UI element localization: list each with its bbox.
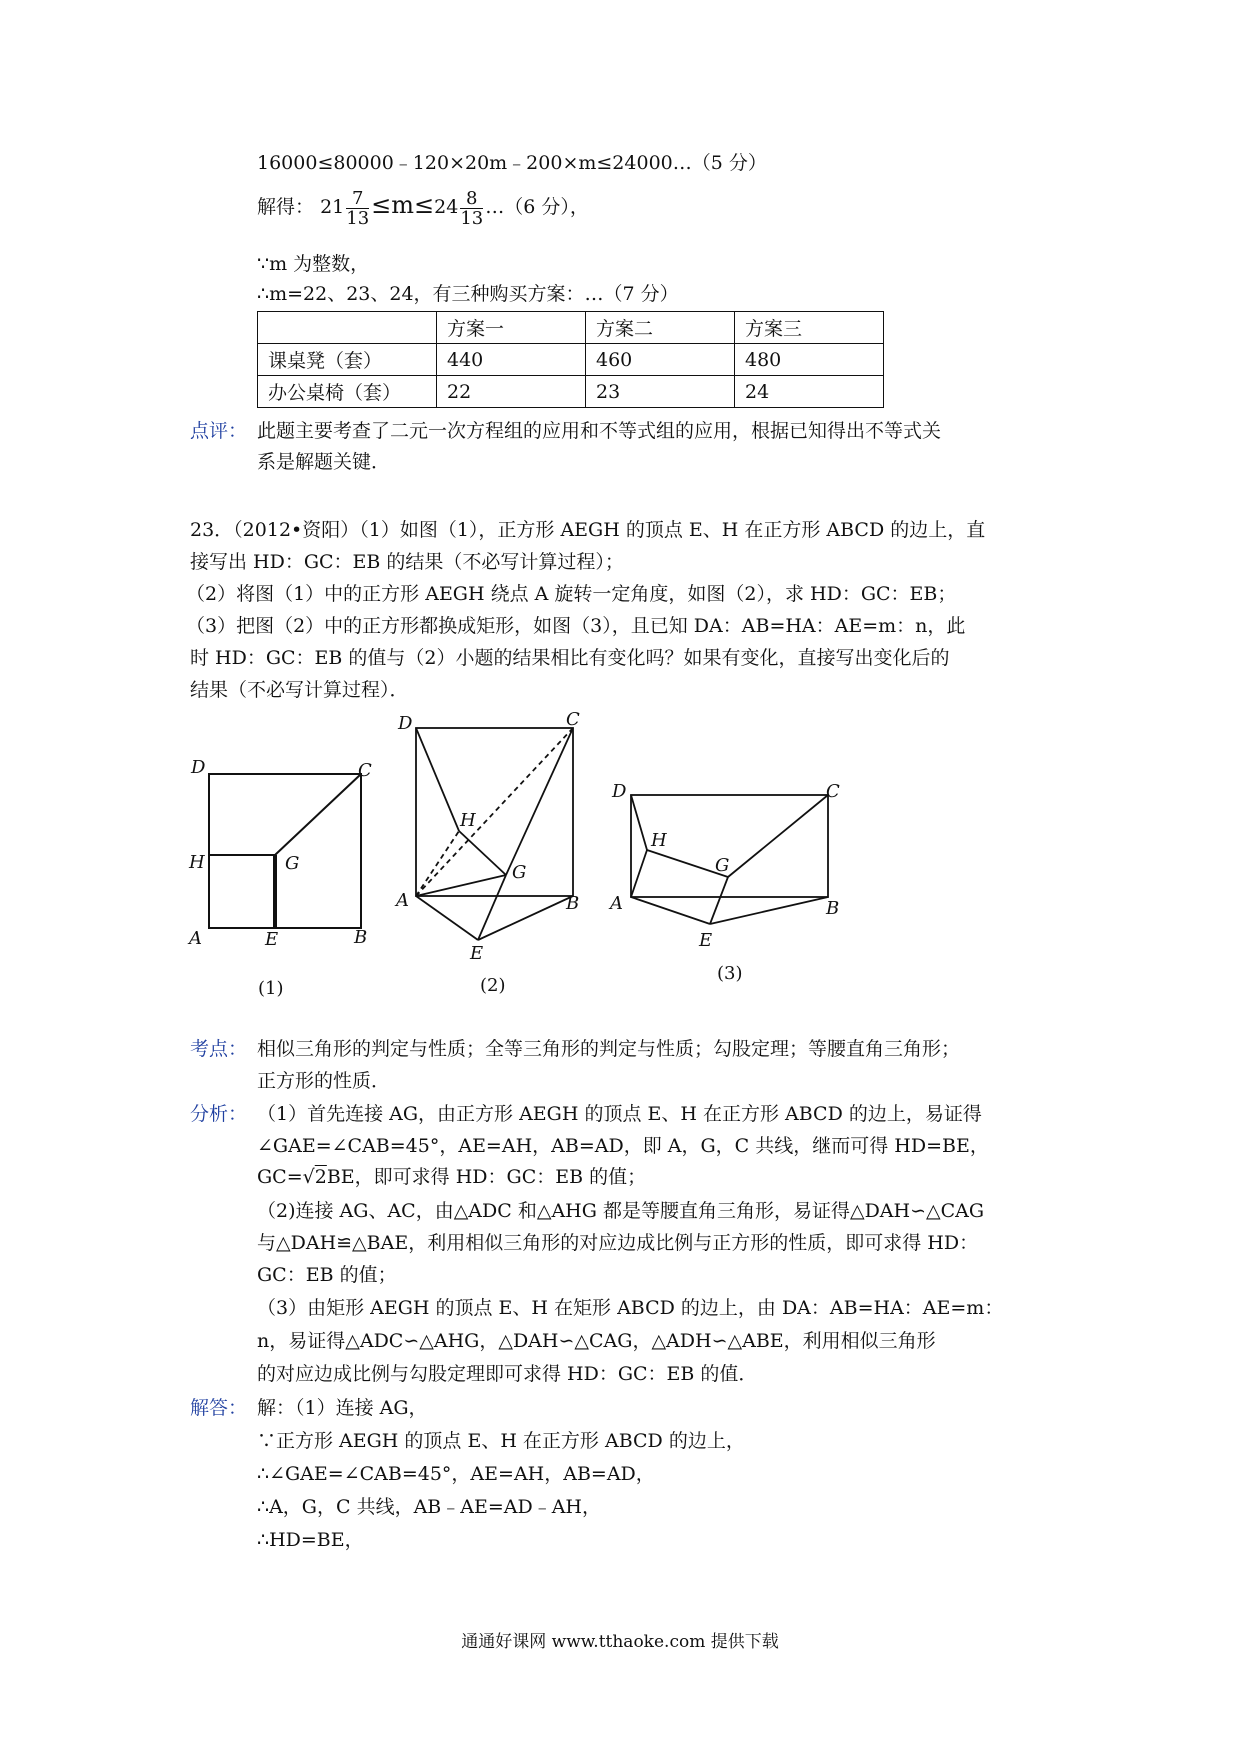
kaodian-text: 正方形的性质． (257, 1070, 391, 1092)
table-cell: 22 (437, 376, 586, 408)
solution-prefix: 解得： (257, 196, 315, 218)
page-footer: 通通好课网 www.tthaoke.com 提供下载 (461, 1632, 779, 1652)
jieda-text: ∴A，G，C 共线，AB﹣AE=AD﹣AH， (257, 1496, 602, 1518)
solution-suffix: …（6 分）， (485, 196, 589, 218)
point-label: A (189, 928, 202, 949)
table-header-cell: 方案三 (735, 312, 884, 344)
figure-1-diagram (185, 745, 385, 1005)
review-text: 此题主要考查了二元一次方程组的应用和不等式组的应用，根据已知得出不等式关 (257, 420, 942, 442)
table-row (258, 344, 884, 376)
point-label: H (651, 830, 667, 851)
point-label: D (612, 781, 627, 802)
range-symbols: ≤m≤ (371, 191, 435, 219)
point-label: A (396, 890, 409, 911)
kaodian-text: 相似三角形的判定与性质；全等三角形的判定与性质；勾股定理；等腰直角三角形； (257, 1038, 961, 1060)
point-label: E (265, 929, 279, 950)
table-row-label: 办公桌椅（套） (258, 376, 437, 408)
fenxi-gc-suffix: BE，即可求得 HD：GC：EB 的值； (326, 1166, 647, 1188)
point-label: G (715, 855, 730, 876)
point-label: H (189, 852, 205, 873)
problem-text: 结果（不必写计算过程）． (190, 679, 409, 701)
fenxi-text: 的对应边成比例与勾股定理即可求得 HD：GC：EB 的值． (257, 1363, 758, 1385)
figure-2-diagram (390, 700, 600, 1000)
point-label: D (191, 757, 206, 778)
table-row (258, 376, 884, 408)
table-cell: 23 (586, 376, 735, 408)
figure-caption: (3) (717, 963, 743, 984)
table-cell: 440 (437, 344, 586, 376)
fenxi-gc-prefix: GC= (257, 1166, 303, 1188)
point-label: C (358, 760, 372, 781)
upper-bound-int: 24 (434, 196, 459, 218)
lower-bound-fraction: $\frac{7}{13}$ (346, 187, 370, 229)
sqrt-sign-icon: √ (302, 1166, 315, 1188)
problem-text: 23．（2012•资阳）（1）如图（1），正方形 AEGH 的顶点 E、H 在正方形 ABCD 的边上，直 (190, 519, 986, 541)
point-label: B (826, 898, 840, 919)
fenxi-label: 分析： (190, 1103, 248, 1125)
upper-bound-fraction: $\frac{8}{13}$ (460, 187, 484, 229)
point-label: H (460, 810, 476, 831)
kaodian-label: 考点： (190, 1038, 248, 1060)
table-header-row (258, 312, 884, 344)
fenxi-text: （3）由矩形 AEGH 的顶点 E、H 在矩形 ABCD 的边上，由 DA：AB=HA：AE=m： (257, 1297, 1004, 1319)
point-label: G (512, 862, 527, 883)
integer-line: ∵m 为整数， (257, 253, 370, 275)
table-cell: 460 (586, 344, 735, 376)
fenxi-text: n，易证得△ADC∽△AHG，△DAH∽△CAG，△ADH∽△ABE，利用相似三角形 (257, 1330, 936, 1352)
lower-bound-int: 21 (320, 196, 345, 218)
point-label: G (285, 853, 300, 874)
figure-caption: (1) (258, 978, 284, 999)
fenxi-text: （1）首先连接 AG，由正方形 AEGH 的顶点 E、H 在正方形 ABCD 的边上，易证得 (257, 1103, 982, 1125)
table-cell: 480 (735, 344, 884, 376)
plan-table (257, 311, 884, 408)
review-text: 系是解题关键． (257, 451, 391, 473)
table-cell (258, 312, 437, 344)
problem-text: 时 HD：GC：EB 的值与（2）小题的结果相比有变化吗？如果有变化，直接写出变化后的 (190, 647, 950, 669)
fenxi-text: 与△DAH≌△BAE，利用相似三角形的对应边成比例与正方形的性质，即可求得 HD： (257, 1232, 979, 1254)
jieda-text: ∵正方形 AEGH 的顶点 E、H 在正方形 ABCD 的边上， (257, 1430, 745, 1452)
problem-text: 接写出 HD：GC：EB 的结果（不必写计算过程）； (190, 551, 624, 573)
problem-text: （2）将图（1）中的正方形 AEGH 绕点 A 旋转一定角度，如图（2），求 HD：GC：EB； (186, 583, 957, 605)
point-label: E (470, 943, 484, 964)
table-row-label: 课桌凳（套） (258, 344, 437, 376)
table-header-cell: 方案一 (437, 312, 586, 344)
figure-3-diagram (600, 765, 860, 990)
figure-caption: (2) (480, 975, 506, 996)
plans-line: ∴m=22、23、24，有三种购买方案：…（7 分） (257, 283, 679, 305)
fenxi-text: （2)连接 AG、AC，由△ADC 和△AHG 都是等腰直角三角形，易证得△DAH∽△CAG (257, 1200, 985, 1222)
point-label: E (699, 930, 713, 951)
jieda-label: 解答： (190, 1397, 248, 1419)
point-label: A (610, 893, 623, 914)
point-label: C (826, 781, 840, 802)
fenxi-text (257, 1164, 646, 1190)
table-cell: 24 (735, 376, 884, 408)
fenxi-text: GC：EB 的值； (257, 1264, 397, 1286)
inequality-line: 16000≤80000﹣120×20m﹣200×m≤24000…（5 分） (257, 152, 767, 174)
point-label: B (566, 893, 580, 914)
jieda-text: ∴HD=BE， (257, 1529, 364, 1551)
jieda-text: ∴∠GAE=∠CAB=45°，AE=AH，AB=AD， (257, 1463, 655, 1485)
point-label: D (398, 713, 413, 734)
jieda-text: 解：（1）连接 AG， (257, 1397, 428, 1419)
solution-line (257, 180, 589, 230)
table-header-cell: 方案二 (586, 312, 735, 344)
sqrt-radicand: 2 (314, 1166, 327, 1188)
point-label: C (566, 709, 580, 730)
point-label: B (354, 927, 368, 948)
fenxi-text: ∠GAE=∠CAB=45°，AE=AH，AB=AD，即 A，G，C 共线，继而可得 HD=BE， (257, 1135, 989, 1157)
problem-text: （3）把图（2）中的正方形都换成矩形，如图（3），且已知 DA：AB=HA：AE=m：n，此 (186, 615, 966, 637)
review-label: 点评： (190, 420, 248, 442)
